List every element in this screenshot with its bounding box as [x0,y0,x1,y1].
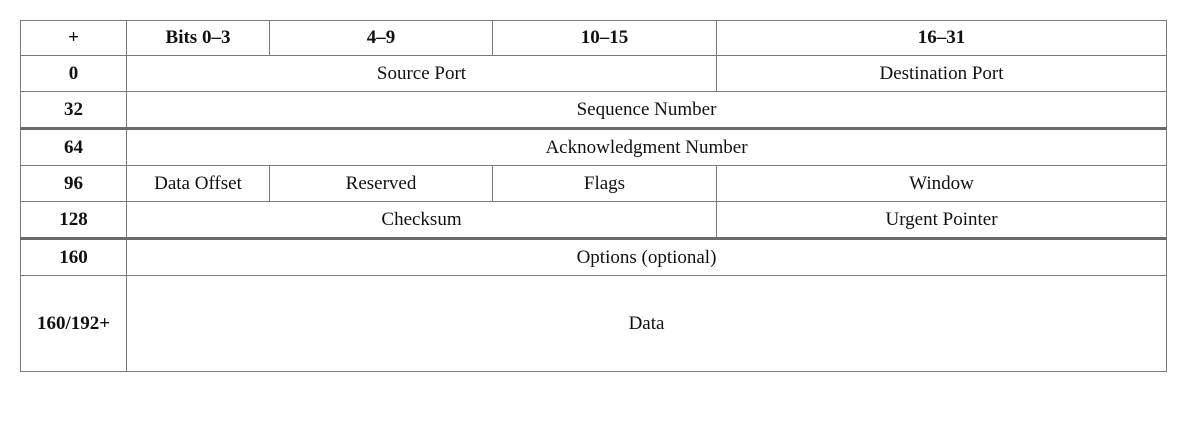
data-field: Data [127,276,1167,372]
sequence-number-field: Sequence Number [127,92,1167,129]
table-row [21,56,1167,92]
row-offset-64: 64 [21,129,127,166]
flags-field: Flags [493,166,717,202]
row-offset-0: 0 [21,56,127,92]
destination-port-field: Destination Port [717,56,1167,92]
header-row [21,21,1167,56]
table-row [21,92,1167,129]
header-bits-16-31: 16–31 [717,21,1167,56]
header-bits-4-9: 4–9 [270,21,493,56]
options-field: Options (optional) [127,239,1167,276]
row-offset-128: 128 [21,202,127,239]
table-row [21,166,1167,202]
tcp-header-table [20,20,1167,372]
header-bits-0-3: Bits 0–3 [127,21,270,56]
urgent-pointer-field: Urgent Pointer [717,202,1167,239]
table-row [21,276,1167,372]
row-offset-32: 32 [21,92,127,129]
header-bits-10-15: 10–15 [493,21,717,56]
tcp-header-diagram [20,20,1167,372]
acknowledgment-number-field: Acknowledgment Number [127,129,1167,166]
table-row [21,129,1167,166]
table-row [21,202,1167,239]
row-offset-160: 160 [21,239,127,276]
row-offset-160-192: 160/192+ [21,276,127,372]
table-row [21,239,1167,276]
row-offset-96: 96 [21,166,127,202]
source-port-field: Source Port [127,56,717,92]
checksum-field: Checksum [127,202,717,239]
header-plus: + [21,21,127,56]
data-offset-field: Data Offset [127,166,270,202]
reserved-field: Reserved [270,166,493,202]
window-field: Window [717,166,1167,202]
